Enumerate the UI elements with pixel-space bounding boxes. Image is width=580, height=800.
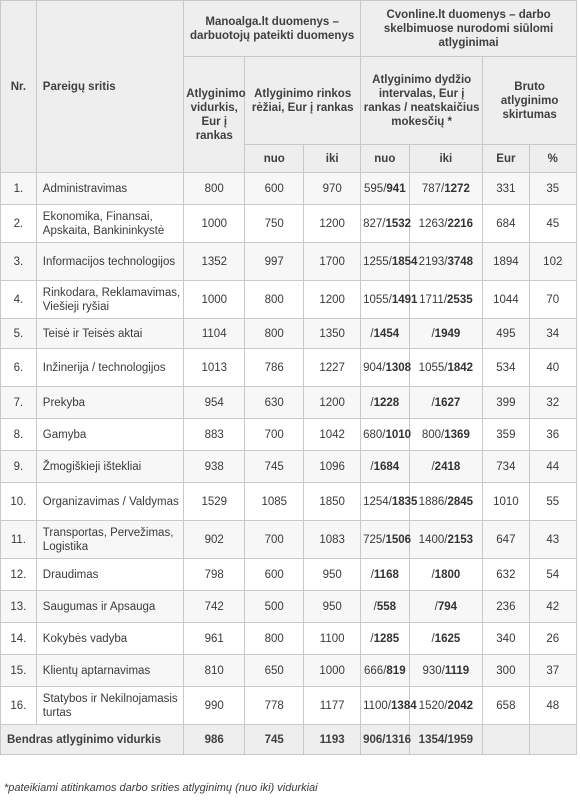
row-market-from: 600 (245, 173, 304, 205)
gross-value: 558 (376, 600, 396, 613)
row-number: 2. (1, 205, 37, 243)
total-diff-pct (529, 725, 576, 755)
row-market-to: 950 (304, 559, 361, 591)
table-body (1, 173, 577, 725)
row-area: Draudimas (36, 559, 183, 591)
row-interval-from (361, 281, 418, 319)
net-value: 904/ (363, 361, 386, 374)
row-market-to: 1200 (304, 205, 361, 243)
gross-value: 1532 (385, 217, 412, 230)
row-interval-from (361, 205, 412, 243)
net-value: / (370, 632, 374, 645)
row-diff-eur: 331 (483, 173, 529, 205)
gross-value: 3748 (447, 255, 474, 268)
row-area: Klientų aptarnavimas (36, 655, 183, 687)
row-number: 4. (1, 281, 37, 319)
gross-value: 2418 (434, 460, 461, 473)
row-interval-from (361, 687, 417, 725)
total-label: Bendras atlyginimo vidurkis (1, 725, 184, 755)
row-diff-eur: 1894 (483, 243, 529, 281)
row-diff-pct: 44 (529, 451, 576, 483)
gross-value: 1119 (444, 664, 470, 677)
net-value: 1254/ (363, 495, 392, 508)
net-value: 1263/ (418, 217, 448, 230)
row-market-from: 778 (245, 687, 304, 725)
row-area: Administravimas (36, 173, 183, 205)
row-area: Statybos ir Nekilnojamasis turtas (36, 687, 183, 725)
total-market-from: 745 (245, 725, 304, 755)
row-interval-to (409, 205, 483, 243)
row-diff-eur: 632 (483, 559, 529, 591)
row-interval-to (409, 655, 483, 687)
net-value: 1055/ (363, 293, 392, 306)
row-diff-eur: 734 (483, 451, 529, 483)
net-value: / (373, 600, 377, 613)
row-avg-salary: 954 (184, 387, 245, 419)
header-interval-to: iki (409, 145, 483, 173)
gross-value: 941 (386, 182, 406, 195)
table-row (1, 349, 577, 387)
table-row (1, 243, 577, 281)
row-number: 13. (1, 591, 37, 623)
total-interval-to: 1354/1959 (409, 725, 483, 755)
net-value: / (370, 460, 374, 473)
net-value: / (431, 568, 435, 581)
row-diff-pct: 55 (529, 483, 576, 521)
row-diff-eur: 647 (483, 521, 529, 559)
row-diff-eur: 495 (483, 319, 529, 349)
row-diff-pct: 70 (529, 281, 576, 319)
row-diff-eur: 300 (483, 655, 529, 687)
gross-value: 1369 (444, 428, 470, 441)
row-interval-to (409, 387, 483, 419)
row-market-to: 1083 (304, 521, 361, 559)
row-number: 7. (1, 387, 37, 419)
row-interval-to (409, 521, 483, 559)
row-diff-eur: 658 (483, 687, 529, 725)
row-number: 3. (1, 243, 37, 281)
row-diff-pct: 45 (529, 205, 576, 243)
header-market-range: Atlyginimo rinkos rėžiai, Eur į rankas (245, 57, 361, 145)
row-market-to: 1850 (304, 483, 361, 521)
row-interval-from (361, 349, 412, 387)
total-diff-eur (483, 725, 529, 755)
row-avg-salary: 902 (184, 521, 245, 559)
row-diff-eur: 1044 (483, 281, 529, 319)
row-area: Inžinerija / technologijos (36, 349, 183, 387)
row-interval-from (361, 451, 409, 483)
header-diff-eur: Eur (483, 145, 529, 173)
table-footer (1, 725, 577, 755)
gross-value: 1627 (434, 396, 461, 409)
row-number: 9. (1, 451, 37, 483)
row-number: 1. (1, 173, 37, 205)
net-value: / (434, 600, 438, 613)
row-market-to: 1227 (304, 349, 361, 387)
row-interval-from (361, 319, 409, 349)
row-interval-from (361, 559, 409, 591)
row-market-to: 970 (304, 173, 361, 205)
row-avg-salary: 1000 (184, 205, 245, 243)
row-interval-to (409, 173, 483, 205)
row-diff-pct: 34 (529, 319, 576, 349)
row-interval-to (409, 243, 483, 281)
table-row (1, 281, 577, 319)
net-value: 1255/ (363, 255, 392, 268)
gross-value: 2216 (447, 217, 474, 230)
header-market-from: nuo (245, 145, 304, 173)
table-row (1, 655, 577, 687)
table-row (1, 205, 577, 243)
gross-value: 819 (386, 664, 406, 677)
row-diff-pct: 35 (529, 173, 576, 205)
row-market-to: 1042 (304, 419, 361, 451)
net-value: 930/ (422, 664, 445, 677)
gross-value: 1491 (391, 293, 418, 306)
gross-value: 1684 (373, 460, 400, 473)
row-interval-from (361, 173, 409, 205)
gross-value: 1228 (373, 396, 400, 409)
table-row (1, 419, 577, 451)
row-interval-from (361, 387, 409, 419)
row-avg-salary: 810 (184, 655, 245, 687)
row-area: Informacijos technologijos (36, 243, 183, 281)
row-market-to: 950 (304, 591, 361, 623)
row-diff-eur: 236 (483, 591, 529, 623)
row-area: Teisė ir Teisės aktai (36, 319, 183, 349)
gross-value: 1308 (385, 361, 412, 374)
net-value: / (370, 568, 374, 581)
row-interval-to (409, 281, 483, 319)
row-number: 16. (1, 687, 37, 725)
net-value: / (431, 327, 435, 340)
net-value: 1520/ (418, 699, 448, 712)
row-diff-eur: 340 (483, 623, 529, 655)
gross-value: 1835 (391, 495, 418, 508)
row-market-from: 700 (245, 521, 304, 559)
row-market-from: 800 (245, 319, 304, 349)
table-row (1, 687, 577, 725)
header-nr: Nr. (1, 1, 37, 173)
row-diff-pct: 54 (529, 559, 576, 591)
row-interval-from (361, 655, 409, 687)
header-group-manoalga: Manoalga.lt duomenys – darbuotojų pateikti duomenys (184, 1, 361, 57)
row-market-from: 1085 (245, 483, 304, 521)
row-diff-eur: 359 (483, 419, 529, 451)
row-interval-to (409, 591, 483, 623)
row-interval-to (409, 559, 483, 591)
row-diff-pct: 37 (529, 655, 576, 687)
row-interval-from (361, 483, 418, 521)
row-interval-from (361, 521, 412, 559)
row-market-from: 800 (245, 281, 304, 319)
row-diff-pct: 43 (529, 521, 576, 559)
net-value: 666/ (364, 664, 387, 677)
row-market-from: 600 (245, 559, 304, 591)
total-row (1, 725, 577, 755)
gross-value: 794 (437, 600, 458, 613)
row-interval-to (409, 687, 483, 725)
gross-value: 1168 (373, 568, 399, 581)
row-number: 5. (1, 319, 37, 349)
row-diff-eur: 1010 (483, 483, 529, 521)
row-diff-pct: 42 (529, 591, 576, 623)
net-value: / (431, 396, 435, 409)
row-avg-salary: 1529 (184, 483, 245, 521)
table-row (1, 623, 577, 655)
row-avg-salary: 1104 (184, 319, 245, 349)
table-row (1, 319, 577, 349)
row-diff-pct: 32 (529, 387, 576, 419)
row-area: Kokybės vadyba (36, 623, 183, 655)
row-market-from: 997 (245, 243, 304, 281)
net-value: / (370, 396, 374, 409)
row-interval-from (361, 243, 418, 281)
header-group-cvonline: Cvonline.lt duomenys – darbo skelbimuose nurodomi siūlomi atlyginimai (361, 1, 577, 57)
header-size-interval: Atlyginimo dydžio intervalas, Eur į rankas / neatskaičius mokesčių * (361, 57, 483, 145)
row-market-from: 650 (245, 655, 304, 687)
gross-value: 1384 (391, 699, 417, 712)
row-market-to: 1096 (304, 451, 361, 483)
header-diff-pct: % (529, 145, 576, 173)
row-area: Organizavimas / Valdymas (36, 483, 183, 521)
row-interval-to (409, 483, 483, 521)
net-value: 1055/ (418, 361, 448, 374)
net-value: / (370, 327, 374, 340)
row-market-to: 1350 (304, 319, 361, 349)
row-market-from: 500 (245, 591, 304, 623)
gross-value: 2535 (447, 293, 473, 306)
header-avg-salary: Atlyginimo vidurkis, Eur į rankas (184, 57, 245, 173)
row-diff-eur: 684 (483, 205, 529, 243)
row-diff-pct: 48 (529, 687, 576, 725)
net-value: / (431, 632, 435, 645)
total-interval-from: 906/1316 (361, 725, 409, 755)
gross-value: 1454 (373, 327, 400, 340)
row-number: 6. (1, 349, 37, 387)
net-value: 2193/ (418, 255, 448, 268)
table-row (1, 559, 577, 591)
row-diff-pct: 102 (529, 243, 576, 281)
row-number: 14. (1, 623, 37, 655)
row-area: Rinkodara, Reklamavimas, Viešieji ryšiai (36, 281, 183, 319)
row-number: 15. (1, 655, 37, 687)
row-market-to: 1200 (304, 387, 361, 419)
gross-value: 1842 (447, 361, 474, 374)
gross-value: 1800 (434, 568, 461, 581)
row-avg-salary: 1000 (184, 281, 245, 319)
total-avg: 986 (184, 725, 245, 755)
net-value: 595/ (364, 182, 387, 195)
net-value: 1711/ (419, 293, 448, 306)
row-interval-from (361, 591, 409, 623)
gross-value: 2153 (447, 533, 474, 546)
row-interval-to (409, 623, 483, 655)
row-market-from: 786 (245, 349, 304, 387)
row-avg-salary: 742 (184, 591, 245, 623)
row-market-to: 1177 (304, 687, 361, 725)
table-row (1, 483, 577, 521)
row-diff-eur: 534 (483, 349, 529, 387)
row-market-to: 1200 (304, 281, 361, 319)
header-area: Pareigų sritis (36, 1, 183, 173)
net-value: 1400/ (418, 533, 448, 546)
row-market-from: 630 (245, 387, 304, 419)
table-header (1, 1, 577, 173)
gross-value: 2042 (447, 699, 474, 712)
gross-value: 1010 (385, 428, 412, 441)
table-row (1, 173, 577, 205)
gross-value: 1625 (434, 632, 461, 645)
table-row (1, 591, 577, 623)
row-area: Prekyba (36, 387, 183, 419)
row-interval-from (361, 419, 412, 451)
net-value: 800/ (421, 428, 445, 441)
row-avg-salary: 938 (184, 451, 245, 483)
net-value: 680/ (363, 428, 386, 441)
row-avg-salary: 800 (184, 173, 245, 205)
row-number: 8. (1, 419, 37, 451)
total-market-to: 1193 (304, 725, 361, 755)
row-number: 12. (1, 559, 37, 591)
row-area: Saugumas ir Apsauga (36, 591, 183, 623)
row-market-from: 750 (245, 205, 304, 243)
header-gross-diff: Bruto atlyginimo skirtumas (483, 57, 577, 145)
gross-value: 2845 (447, 495, 474, 508)
row-area: Ekonomika, Finansai, Apskaita, Bankininkystė (36, 205, 183, 243)
header-interval-from: nuo (361, 145, 409, 173)
row-market-to: 1000 (304, 655, 361, 687)
row-diff-eur: 399 (483, 387, 529, 419)
row-area: Transportas, Pervežimas, Logistika (36, 521, 183, 559)
net-value: 1886/ (418, 495, 448, 508)
net-value: 827/ (363, 217, 386, 230)
gross-value: 1272 (444, 182, 470, 195)
row-diff-pct: 26 (529, 623, 576, 655)
row-avg-salary: 961 (184, 623, 245, 655)
net-value: 787/ (421, 182, 445, 195)
row-avg-salary: 883 (184, 419, 245, 451)
gross-value: 1285 (373, 632, 400, 645)
footnote: *pateikiami atitinkamos darbo srities atlyginimų (nuo iki) vidurkiai (4, 782, 318, 794)
row-area: Gamyba (36, 419, 183, 451)
row-avg-salary: 1352 (184, 243, 245, 281)
row-avg-salary: 1013 (184, 349, 245, 387)
row-market-from: 800 (245, 623, 304, 655)
row-interval-to (409, 419, 483, 451)
row-diff-pct: 40 (529, 349, 576, 387)
row-avg-salary: 990 (184, 687, 245, 725)
net-value: / (431, 460, 435, 473)
row-interval-to (409, 349, 483, 387)
net-value: 1100/ (363, 699, 392, 712)
gross-value: 1854 (391, 255, 418, 268)
table-row (1, 521, 577, 559)
row-area: Žmogiškieji ištekliai (36, 451, 183, 483)
row-market-from: 700 (245, 419, 304, 451)
table-row (1, 451, 577, 483)
row-interval-to (409, 451, 483, 483)
table-row (1, 387, 577, 419)
row-interval-to (409, 319, 483, 349)
row-avg-salary: 798 (184, 559, 245, 591)
row-market-to: 1100 (304, 623, 361, 655)
row-interval-from (361, 623, 409, 655)
net-value: 725/ (363, 533, 386, 546)
row-number: 11. (1, 521, 37, 559)
header-market-to: iki (304, 145, 361, 173)
row-diff-pct: 36 (529, 419, 576, 451)
row-number: 10. (1, 483, 37, 521)
gross-value: 1506 (385, 533, 412, 546)
row-market-to: 1700 (304, 243, 361, 281)
row-market-from: 745 (245, 451, 304, 483)
gross-value: 1949 (434, 327, 461, 340)
